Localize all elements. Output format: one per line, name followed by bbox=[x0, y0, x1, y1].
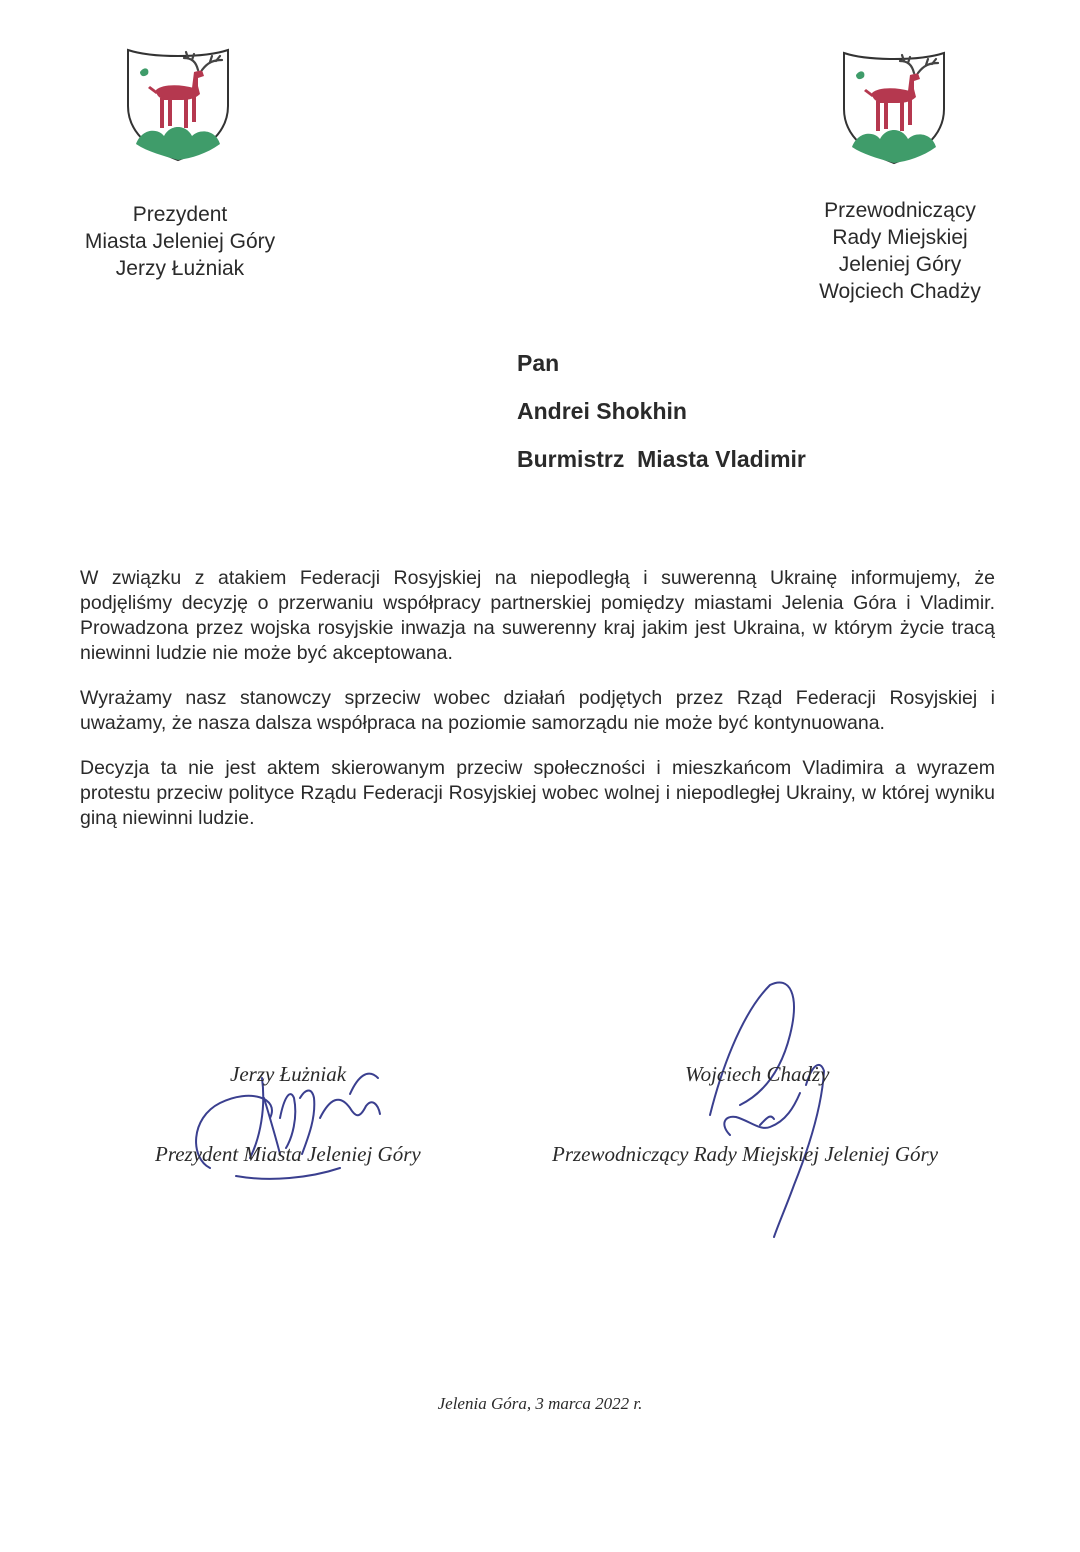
sender-right-line3: Jeleniej Góry bbox=[838, 253, 962, 276]
sender-right-line1: Przewodniczący bbox=[824, 199, 976, 222]
signature-left-title: Prezydent Miasta Jeleniej Góry bbox=[155, 1142, 421, 1166]
sender-left-line3: Jerzy Łużniak bbox=[115, 257, 245, 280]
signature-left-name: Jerzy Łużniak bbox=[230, 1062, 347, 1086]
coat-of-arms-deer-icon bbox=[122, 44, 234, 162]
sender-left-line2: Miasta Jeleniej Góry bbox=[84, 230, 276, 253]
letter-body bbox=[80, 566, 995, 851]
addressee-name: Andrei Shokhin bbox=[517, 398, 687, 424]
addressee-title: Burmistrz Miasta Vladimir bbox=[517, 446, 806, 472]
sender-right-line2: Rady Miejskiej bbox=[832, 226, 968, 249]
coat-of-arms-deer-icon bbox=[838, 47, 950, 165]
body-paragraph: W związku z atakiem Federacji Rosyjskiej na niepodległą i suwerenną Ukrainę informujemy, że podjęliśmy decyzję o przerwaniu współpracy partnerskiej pomiędzy miastami Jelenia Góra i Vladimir. Prowadzona przez wojska rosyjskie inwazja na suwerenny kraj jakim jest Ukraina, w którym życie tracą niewinni ludzie nie może być akceptowana. bbox=[80, 567, 995, 664]
body-paragraph: Decyzja ta nie jest aktem skierowanym przeciw społeczności i mieszkańcom Vladimira a wyrazem protestu przeciw polityce Rządu Federacji Rosyjskiej wobec wolnej i niepodległej Ukrainy, w której wyniku giną niewinni ludzie. bbox=[80, 757, 995, 829]
addressee-block bbox=[517, 348, 806, 492]
addressee-salutation: Pan bbox=[517, 350, 560, 376]
signature-right-name: Wojciech Chadży bbox=[685, 1062, 830, 1086]
sender-right-line4: Wojciech Chadży bbox=[819, 280, 981, 303]
sender-left-line1: Prezydent bbox=[132, 203, 228, 226]
signature-right-scribble bbox=[690, 975, 850, 1245]
place-and-date: Jelenia Góra, 3 marca 2022 r. bbox=[437, 1394, 643, 1413]
body-paragraph: Wyrażamy nasz stanowczy sprzeciw wobec działań podjętych przez Rząd Federacji Rosyjskiej i uważamy, że nasza dalsza współpraca na poziomie samorządu nie może być kontynuowana. bbox=[80, 687, 995, 734]
signature-right-title: Przewodniczący Rady Miejskiej Jeleniej Góry bbox=[552, 1142, 939, 1166]
sender-left bbox=[40, 201, 320, 282]
sender-right bbox=[740, 197, 1060, 305]
